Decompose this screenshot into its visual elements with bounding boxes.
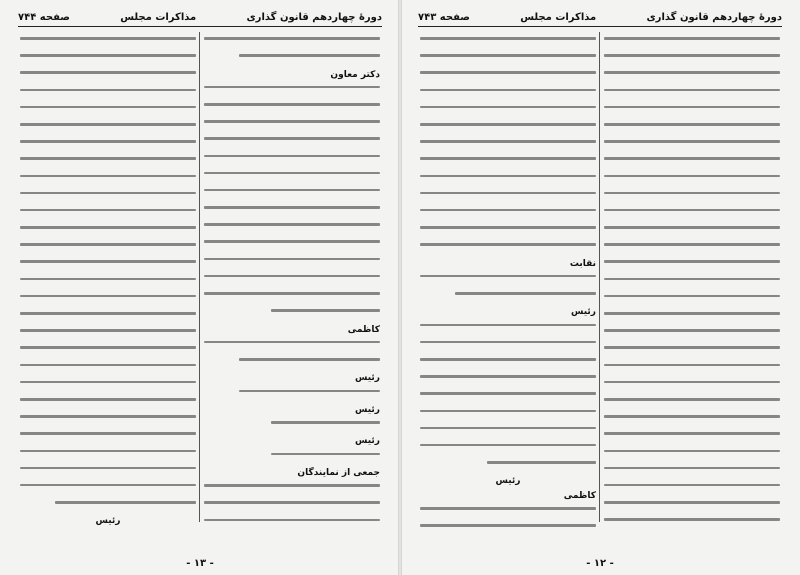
speaker-label: رئیس [355, 404, 380, 415]
text-line [604, 278, 780, 290]
text-line [204, 172, 380, 184]
text-line [604, 209, 780, 221]
text-line [20, 381, 196, 393]
text-line [420, 54, 596, 66]
right-page-column-a [604, 32, 780, 532]
text-line [20, 295, 196, 307]
left-page-column-a [204, 32, 380, 532]
speaker-label: جمعی از نمایندگان [297, 468, 380, 478]
text-line [420, 192, 596, 204]
left-column-rule [199, 32, 200, 522]
right-page-header [418, 8, 782, 27]
speaker-label: رئیس [571, 307, 596, 318]
text-line [20, 398, 196, 410]
text-line [20, 175, 196, 187]
text-line [204, 155, 380, 167]
text-line [20, 226, 196, 238]
text-line [204, 292, 380, 304]
text-line [204, 206, 380, 218]
text-line [420, 157, 596, 169]
text-line [204, 453, 380, 465]
text-line [20, 140, 196, 152]
text-line [20, 37, 196, 49]
text-line [420, 106, 596, 118]
right-header-center: مذاکرات مجلس [520, 11, 597, 23]
text-line [204, 275, 380, 287]
text-line [420, 292, 596, 304]
text-line [604, 123, 780, 135]
text-line [604, 295, 780, 307]
text-line [420, 209, 596, 221]
text-line [604, 501, 780, 513]
speaker-label: نقابت [569, 258, 596, 269]
text-line [604, 432, 780, 444]
text-line [20, 364, 196, 376]
left-header-title: دورهٔ چهاردهم قانون گذاری [246, 11, 382, 23]
text-line [20, 89, 196, 101]
text-line [420, 37, 596, 49]
text-line [204, 86, 380, 98]
text-line [420, 392, 596, 404]
text-line [204, 341, 380, 353]
text-line [604, 89, 780, 101]
text-line [604, 54, 780, 66]
speaker-label: رئیس [355, 373, 380, 384]
text-line [20, 106, 196, 118]
text-line [204, 37, 380, 49]
speaker-label: دکتر معاون [330, 69, 380, 80]
text-line [604, 329, 780, 341]
speaker-label: رئیس [355, 436, 380, 447]
speaker-label: رئیس [95, 516, 121, 527]
right-page-folio: - ۱۲ - [586, 558, 614, 569]
text-line [420, 140, 596, 152]
text-line [420, 358, 596, 370]
text-line [604, 243, 780, 255]
text-line [20, 278, 196, 290]
text-line [604, 192, 780, 204]
left-page-folio: - ۱۳ - [186, 558, 214, 569]
text-line [20, 260, 196, 272]
text-line [20, 329, 196, 341]
text-line [420, 71, 596, 83]
text-line [20, 54, 196, 66]
text-line [604, 415, 780, 427]
text-line [420, 444, 596, 456]
speaker-label: کاظمی [563, 490, 596, 501]
text-line [20, 432, 196, 444]
text-line [20, 501, 196, 513]
text-line [604, 106, 780, 118]
text-line [20, 312, 196, 324]
text-line [604, 157, 780, 169]
text-line [204, 309, 380, 321]
text-line [420, 243, 596, 255]
left-header-page-number: صفحه ۷۴۴ [18, 11, 70, 23]
right-header-title: دورهٔ چهاردهم قانون گذاری [646, 11, 782, 23]
text-line [204, 137, 380, 149]
text-line [604, 346, 780, 358]
text-line [604, 381, 780, 393]
text-line [420, 324, 596, 336]
text-line [204, 189, 380, 201]
text-line [420, 275, 596, 287]
text-line [604, 226, 780, 238]
text-line [20, 209, 196, 221]
speaker-label: رئیس [495, 476, 521, 487]
text-line [604, 484, 780, 496]
text-line [420, 375, 596, 387]
text-line [420, 89, 596, 101]
left-page-header [18, 8, 382, 27]
text-line [604, 37, 780, 49]
text-line [20, 467, 196, 479]
text-line [420, 226, 596, 238]
text-line [604, 312, 780, 324]
text-line [420, 175, 596, 187]
text-line [20, 71, 196, 83]
text-line [604, 518, 780, 530]
text-line [204, 501, 380, 513]
right-page [400, 0, 800, 575]
speaker-label: کاظمی [347, 324, 380, 335]
right-page-column-b [420, 32, 596, 532]
text-line [604, 71, 780, 83]
text-line [420, 461, 596, 473]
text-line [604, 450, 780, 462]
text-line [204, 54, 380, 66]
text-line [604, 175, 780, 187]
text-line [204, 223, 380, 235]
text-line [20, 192, 196, 204]
text-line [20, 346, 196, 358]
text-line [20, 123, 196, 135]
text-line [420, 123, 596, 135]
left-header-center: مذاکرات مجلس [120, 11, 197, 23]
text-line [20, 243, 196, 255]
text-line [20, 415, 196, 427]
text-line [20, 450, 196, 462]
text-line [420, 507, 596, 519]
text-line [204, 120, 380, 132]
text-line [20, 157, 196, 169]
text-line [420, 427, 596, 439]
text-line [604, 467, 780, 479]
text-line [420, 524, 596, 532]
right-header-page-number: صفحه ۷۴۳ [418, 11, 470, 23]
text-line [420, 341, 596, 353]
text-line [420, 410, 596, 422]
text-line [604, 140, 780, 152]
left-page-column-b [20, 32, 196, 532]
text-line [204, 519, 380, 531]
text-line [604, 364, 780, 376]
text-line [20, 484, 196, 496]
text-line [204, 103, 380, 115]
right-column-rule [599, 32, 600, 522]
text-line [204, 421, 380, 433]
text-line [204, 258, 380, 270]
text-line [204, 484, 380, 496]
text-line [204, 240, 380, 252]
text-line [204, 390, 380, 402]
text-line [604, 260, 780, 272]
text-line [204, 358, 380, 370]
text-line [604, 398, 780, 410]
